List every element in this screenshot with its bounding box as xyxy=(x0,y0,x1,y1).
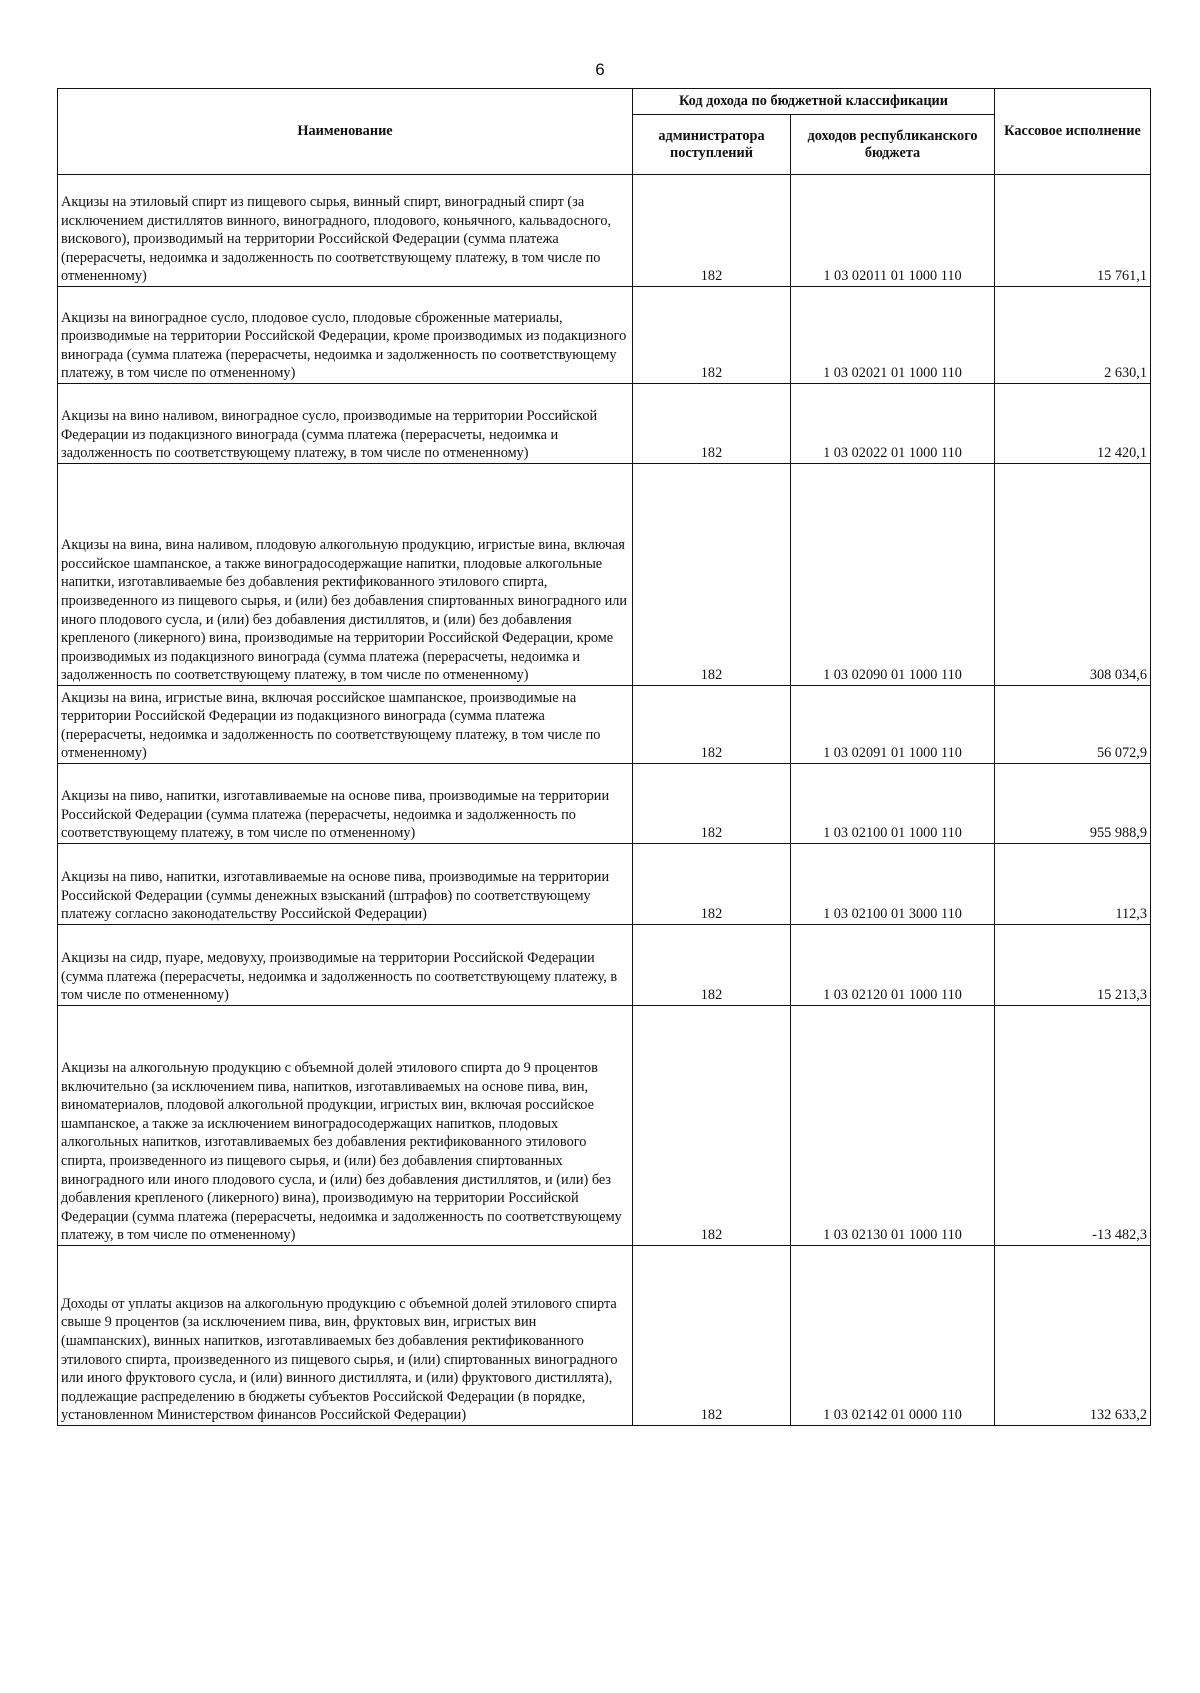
row-income-code: 1 03 02120 01 1000 110 xyxy=(791,925,995,1006)
table-row xyxy=(58,384,1151,464)
table-row xyxy=(58,175,1151,287)
header-code-group: Код дохода по бюджетной классификации xyxy=(633,89,995,115)
row-admin-code: 182 xyxy=(633,287,791,384)
row-admin-code: 182 xyxy=(633,686,791,764)
row-income-code: 1 03 02011 01 1000 110 xyxy=(791,175,995,287)
row-name: Доходы от уплаты акцизов на алкогольную продукцию с объемной долей этилового спирта свыше 9 процентов (за исключением пива, вин, фруктовых вин, игристых вин (шампанских), винных напитков, изготавливаемых без добавления ректификованного этилового спирта, произведенного из пищевого сырья, и (или) спиртованных виноградного или иного фруктового сусла, и (или) винного дистиллята, и (или) фруктового дистиллята), подлежащие распределению в бюджеты субъектов Российской Федерации (в порядке, установленном Министерством финансов Российской Федерации) xyxy=(58,1246,633,1426)
row-admin-code: 182 xyxy=(633,844,791,925)
row-amount: 132 633,2 xyxy=(995,1246,1151,1426)
row-name: Акцизы на вина, игристые вина, включая российское шампанское, производимые на территории Российской Федерации из подакцизного винограда (сумма платежа (перерасчеты, недоимка и задолженность по соответствующему платежу, в том числе по отмененному) xyxy=(58,686,633,764)
row-admin-code: 182 xyxy=(633,764,791,844)
row-name: Акцизы на виноградное сусло, плодовое сусло, плодовые сброженные материалы, производимые на территории Российской Федерации, кроме производимых из подакцизного винограда (сумма платежа (перерасчеты, недоимка и задолженность по соответствующему платежу, в том числе по отмененному) xyxy=(58,287,633,384)
row-amount: 12 420,1 xyxy=(995,384,1151,464)
row-name: Акцизы на этиловый спирт из пищевого сырья, винный спирт, виноградный спирт (за исключением дистиллятов винного, виноградного, плодового, коньячного, кальвадосного, вискового), производимый на территории Российской Федерации (сумма платежа (перерасчеты, недоимка и задолженность по соответствующему платежу, в том числе по отмененному) xyxy=(58,175,633,287)
row-amount: 56 072,9 xyxy=(995,686,1151,764)
row-admin-code: 182 xyxy=(633,1246,791,1426)
table-row xyxy=(58,287,1151,384)
row-name: Акцизы на алкогольную продукцию с объемной долей этилового спирта до 9 процентов включительно (за исключением пива, напитков, изготавливаемых на основе пива, вин, виноматериалов, плодовой алкогольной продукции, игристых вин, включая российское шампанское, а также за исключением виноградосодержащих напитков, плодовых алкогольных напитков, изготавливаемых без добавления ректификованного этилового спирта, произведенного из пищевого сырья, и (или) без добавления спиртованных виноградного или иного плодового сусла, и (или) без добавления дистиллятов, и (или) без добавления крепленого (ликерного) вина), производимую на территории Российской Федерации (сумма платежа (перерасчеты, недоимка и задолженность по соответствующему платежу, в том числе по отмененному) xyxy=(58,1006,633,1246)
budget-revenue-table xyxy=(57,88,1151,1426)
table-row xyxy=(58,1006,1151,1246)
row-admin-code: 182 xyxy=(633,175,791,287)
header-name: Наименование xyxy=(58,89,633,175)
row-income-code: 1 03 02090 01 1000 110 xyxy=(791,464,995,686)
table-row xyxy=(58,925,1151,1006)
table-row xyxy=(58,1246,1151,1426)
row-amount: -13 482,3 xyxy=(995,1006,1151,1246)
row-admin-code: 182 xyxy=(633,464,791,686)
row-admin-code: 182 xyxy=(633,925,791,1006)
header-income: доходов республиканского бюджета xyxy=(791,115,995,175)
row-income-code: 1 03 02142 01 0000 110 xyxy=(791,1246,995,1426)
row-income-code: 1 03 02130 01 1000 110 xyxy=(791,1006,995,1246)
page-number: 6 xyxy=(595,60,605,79)
table-row xyxy=(58,686,1151,764)
row-income-code: 1 03 02091 01 1000 110 xyxy=(791,686,995,764)
row-income-code: 1 03 02021 01 1000 110 xyxy=(791,287,995,384)
header-admin: администратора поступлений xyxy=(633,115,791,175)
row-amount: 308 034,6 xyxy=(995,464,1151,686)
row-amount: 15 213,3 xyxy=(995,925,1151,1006)
row-name: Акцизы на вино наливом, виноградное сусло, производимые на территории Российской Федерации из подакцизного винограда (сумма платежа (перерасчеты, недоимка и задолженность по соответствующему платежу, в том числе по отмененному) xyxy=(58,384,633,464)
row-amount: 2 630,1 xyxy=(995,287,1151,384)
row-amount: 112,3 xyxy=(995,844,1151,925)
row-admin-code: 182 xyxy=(633,1006,791,1246)
row-name: Акцизы на пиво, напитки, изготавливаемые на основе пива, производимые на территории Российской Федерации (суммы денежных взысканий (штрафов) по соответствующему платежу согласно законодательству Российской Федерации) xyxy=(58,844,633,925)
row-name: Акцизы на пиво, напитки, изготавливаемые на основе пива, производимые на территории Российской Федерации (сумма платежа (перерасчеты, недоимка и задолженность по соответствующему платежу, в том числе по отмененному) xyxy=(58,764,633,844)
header-execution: Кассовое исполнение xyxy=(995,89,1151,175)
row-amount: 15 761,1 xyxy=(995,175,1151,287)
table-row xyxy=(58,464,1151,686)
row-income-code: 1 03 02100 01 3000 110 xyxy=(791,844,995,925)
table-row xyxy=(58,764,1151,844)
row-income-code: 1 03 02022 01 1000 110 xyxy=(791,384,995,464)
row-amount: 955 988,9 xyxy=(995,764,1151,844)
row-income-code: 1 03 02100 01 1000 110 xyxy=(791,764,995,844)
row-name: Акцизы на вина, вина наливом, плодовую алкогольную продукцию, игристые вина, включая российское шампанское, а также виноградосодержащие напитки, плодовые алкогольные напитки, изготавливаемые без добавления ректификованного этилового спирта, произведенного из пищевого сырья, и (или) без добавления спиртованных виноградного или иного плодового сусла, и (или) без добавления дистиллятов, и (или) без добавления крепленого (ликерного) вина, производимые на территории Российской Федерации, кроме производимых из подакцизного винограда (сумма платежа (перерасчеты, недоимка и задолженность по соответствующему платежу, в том числе по отмененному) xyxy=(58,464,633,686)
table-row xyxy=(58,844,1151,925)
row-admin-code: 182 xyxy=(633,384,791,464)
row-name: Акцизы на сидр, пуаре, медовуху, производимые на территории Российской Федерации (сумма платежа (перерасчеты, недоимка и задолженность по соответствующему платежу, в том числе по отмененному) xyxy=(58,925,633,1006)
